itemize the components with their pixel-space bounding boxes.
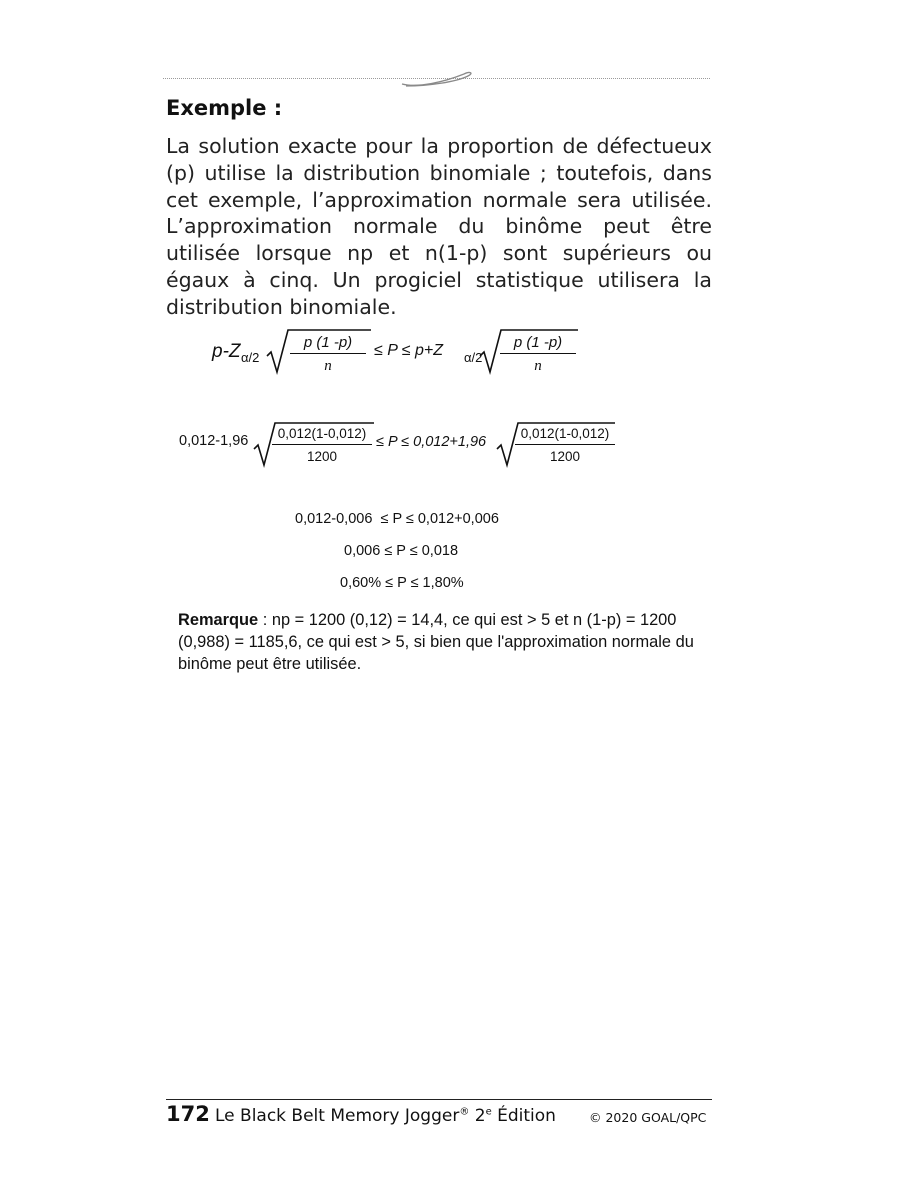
step-2: 0,006 ≤ P ≤ 0,018	[344, 543, 459, 559]
formula1-numerator: p (1 -p)	[290, 333, 366, 354]
step-1: 0,012-0,006 ≤ P ≤ 0,012+0,006	[295, 511, 499, 527]
formula1-denominator2: n	[534, 358, 542, 374]
footer-rule	[166, 1099, 712, 1100]
formula2-numerator2: 0,012(1-0,012)	[515, 424, 615, 445]
remark-paragraph	[178, 609, 724, 675]
formula2-denominator2: 1200	[549, 449, 581, 464]
formula1-middle: ≤ P ≤ p+Z	[374, 342, 443, 359]
formula2-fraction2	[515, 424, 615, 469]
formula2-middle: ≤ P ≤ 0,012+1,96	[376, 434, 487, 450]
formula2-numerator: 0,012(1-0,012)	[272, 424, 372, 445]
example-heading: Exemple :	[166, 96, 283, 120]
remark-label: Remarque	[178, 611, 259, 629]
formula2-left: 0,012-1,96	[179, 433, 249, 449]
book-title	[215, 1106, 556, 1126]
edition-sup: e	[485, 1106, 492, 1118]
remark-text: : np = 1200 (0,12) = 14,4, ce qui est > 5 et n (1-p) = 1200 (0,988) = 1185,6, ce qui est > 5, si bien que l'approximation normale du binôme peut être utilisée.	[178, 611, 694, 673]
page-number: 172	[166, 1102, 210, 1126]
book-title-text: Le Black Belt Memory Jogger	[215, 1106, 460, 1126]
formula2-denominator: 1200	[306, 449, 338, 464]
formula1-subscript2: α/2	[464, 350, 483, 365]
formula1-denominator: n	[324, 358, 332, 374]
formula1-left: p-Z	[212, 341, 241, 362]
formula2-fraction	[272, 424, 372, 469]
copyright: © 2020 GOAL/QPC	[589, 1110, 707, 1125]
edition-word: Édition	[491, 1106, 556, 1126]
registered-mark: ®	[459, 1106, 470, 1118]
formula-numeric	[0, 0, 918, 500]
formula1-numerator2: p (1 -p)	[500, 333, 576, 354]
edition-number: 2	[474, 1106, 486, 1126]
intro-paragraph: La solution exacte pour la proportion de défectueux (p) utilise la distribution binomiale ; toutefois, dans cet exemple, l’approximation normale sera utilisée. L’approximation normale du binôme peut être utilisée lorsque np et n(1-p) sont supérieurs ou égaux à cinq. Un progiciel statistique utilisera la distribution binomiale.	[166, 134, 712, 319]
step-3: 0,60% ≤ P ≤ 1,80%	[340, 575, 464, 591]
formula1-subscript: α/2	[241, 350, 260, 365]
